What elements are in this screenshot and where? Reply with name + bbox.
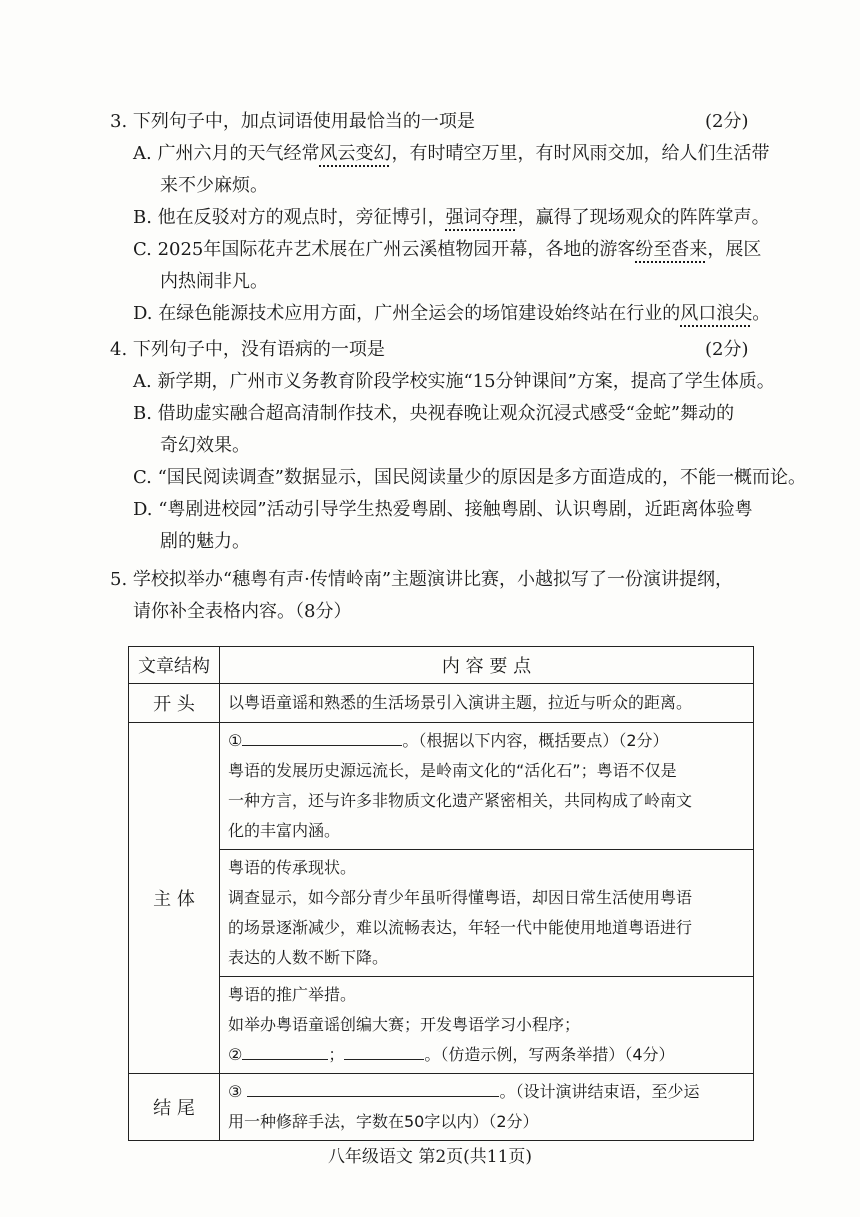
opening-text: 以粤语童谣和熟悉的生活场景引入演讲主题，拉近与听众的距离。	[220, 684, 754, 723]
answer-blank-1[interactable]	[242, 727, 402, 746]
ending-label: 结 尾	[129, 1074, 220, 1141]
opening-label: 开 头	[129, 684, 220, 723]
q4-option-d-cont: 剧的魅力。	[160, 531, 250, 552]
body-point-2: 粤语的传承现状。 调查显示，如今部分青少年虽听得懂粤语，却因日常生活使用粤语 的场景逐渐减少，难以流畅表达，年轻一代中能使用地道粤语进行 表达的人数不断下降。	[220, 850, 754, 977]
body-point-3: 粤语的推广举措。 如举办粤语童谣创编大赛；开发粤语学习小程序； ② ； 。（仿造示例，写两条举措）（4分）	[220, 977, 754, 1074]
q3-option-c-cont: 内热闹非凡。	[160, 271, 268, 292]
q4-option-b: B. 借助虚实融合超高清制作技术，央视春晚让观众沉浸式感受“金蛇”舞动的	[133, 403, 735, 424]
body-row-2	[129, 850, 754, 977]
q3-option-b: B. 他在反驳对方的观点时，旁征博引，强词夺理，赢得了现场观众的阵阵掌声。	[133, 207, 770, 228]
dotted-phrase: 强词夺理	[445, 207, 518, 228]
q4-option-a: A. 新学期，广州市义务教育阶段学校实施“15分钟课间”方案，提高了学生体质。	[133, 371, 775, 392]
body-row-1	[129, 723, 754, 850]
q4-option-d: D. “粤剧进校园”活动引导学生热爱粤剧、接触粤剧、认识粤剧，近距离体验粤	[133, 499, 753, 520]
answer-blank-2a[interactable]	[242, 1041, 328, 1060]
dotted-phrase: 纷至沓来	[635, 239, 708, 260]
q3-option-c: C. 2025年国际花卉艺术展在广州云溪植物园开幕，各地的游客纷至沓来，展区	[133, 239, 762, 260]
body-point-1: ① 。（根据以下内容，概括要点）（2分） 粤语的发展历史源远流长，是岭南文化的“活化石”；粤语不仅是 一种方言，还与许多非物质文化遗产紧密相关，共同构成了岭南文 化的丰富内涵。	[220, 723, 754, 850]
dotted-phrase: 风口浪尖	[680, 303, 753, 324]
body-row-3	[129, 977, 754, 1074]
q3-stem: 3. 下列句子中，加点词语使用最恰当的一项是	[110, 111, 475, 132]
dotted-phrase: 风云变幻	[319, 143, 392, 164]
q4-option-c: C. “国民阅读调查”数据显示，国民阅读量少的原因是多方面造成的，不能一概而论。	[133, 467, 806, 488]
q3-score: (2分)	[705, 111, 749, 132]
header-content: 内 容 要 点	[220, 647, 754, 684]
answer-blank-3[interactable]	[247, 1078, 499, 1097]
answer-blank-2b[interactable]	[344, 1041, 424, 1060]
q3-option-a: A. 广州六月的天气经常风云变幻，有时晴空万里，有时风雨交加，给人们生活带	[133, 143, 770, 164]
opening-row	[129, 684, 754, 723]
header-structure: 文章结构	[129, 647, 220, 684]
body-label: 主 体	[129, 723, 220, 1074]
q4-option-b-cont: 奇幻效果。	[160, 435, 250, 456]
speech-outline-table	[128, 646, 754, 1141]
q4-score: (2分)	[705, 339, 749, 360]
q3-option-d: D. 在绿色能源技术应用方面，广州全运会的场馆建设始终站在行业的风口浪尖。	[133, 303, 771, 324]
ending-content: ③ 。（设计演讲结束语，至少运 用一种修辞手法，字数在50字以内）（2分）	[220, 1074, 754, 1141]
table-header-row	[129, 647, 754, 684]
page-footer: 八年级语文 第2页(共11页)	[327, 1147, 533, 1167]
q4-stem: 4. 下列句子中，没有语病的一项是	[110, 339, 385, 360]
q3-option-a-cont: 来不少麻烦。	[160, 175, 268, 196]
ending-row	[129, 1074, 754, 1141]
q5-stem-line2: 请你补全表格内容。（8分）	[133, 601, 352, 622]
q5-stem-line1: 5. 学校拟举办“穗粤有声·传情岭南”主题演讲比赛，小越拟写了一份演讲提纲，	[110, 569, 734, 590]
